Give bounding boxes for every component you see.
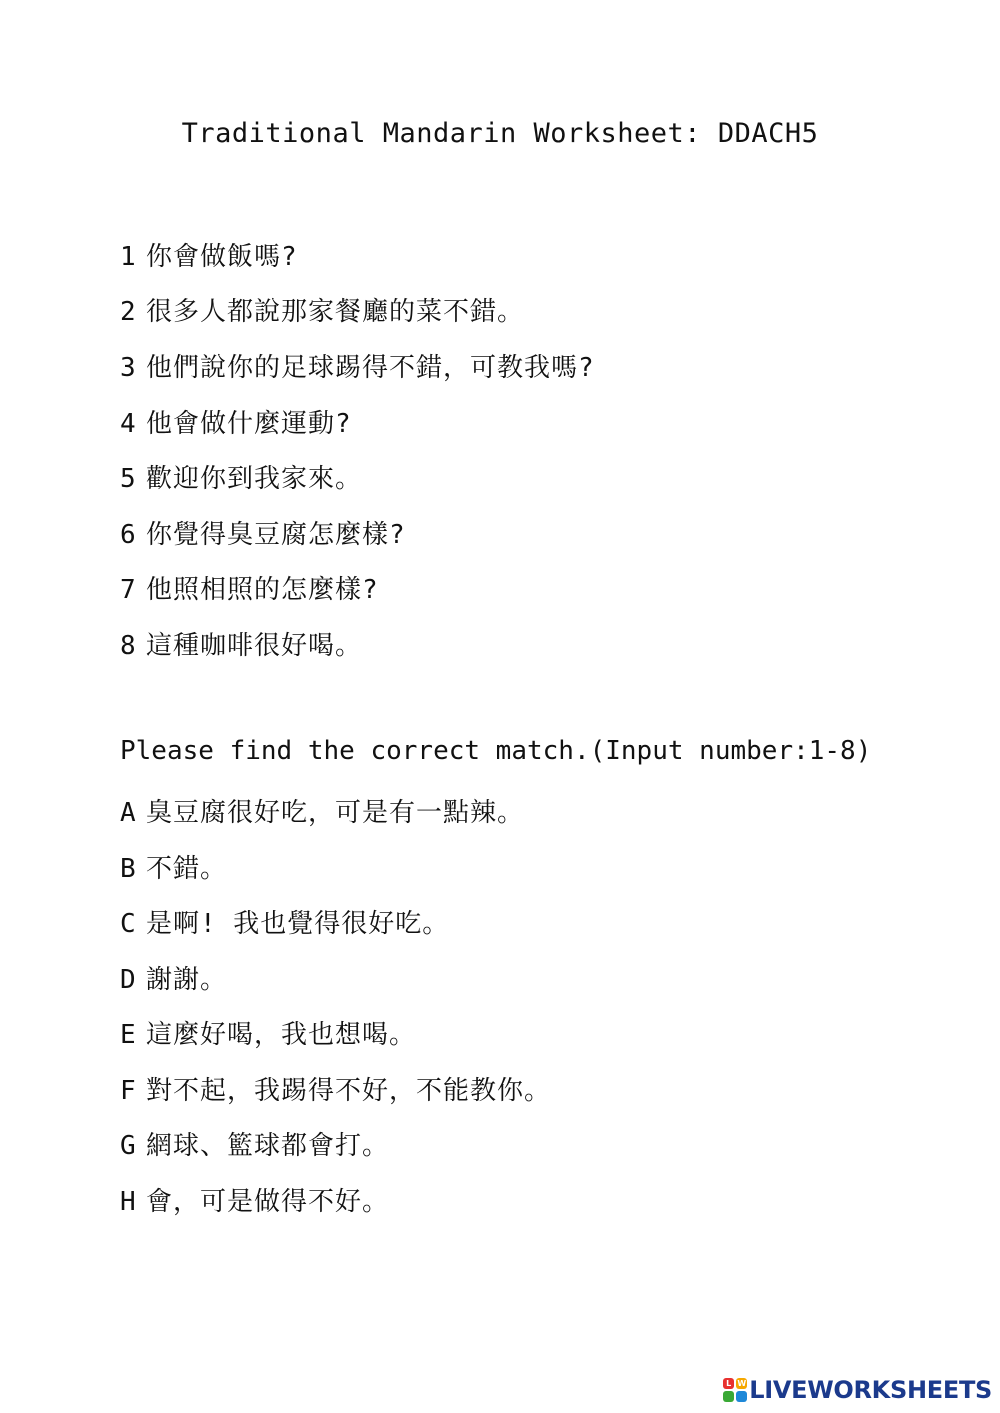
answer-letter: F [120, 1076, 137, 1106]
answer-item [120, 1014, 416, 1051]
answer-letter: G [120, 1131, 137, 1161]
liveworksheets-logo-icon [723, 1378, 747, 1402]
answer-text: 謝謝。 [146, 965, 228, 995]
logo-tile [723, 1391, 734, 1402]
answer-text: 會，可是做得不好。 [146, 1187, 390, 1217]
answer-letter: A [120, 798, 137, 828]
answer-item [120, 959, 227, 996]
question-item [120, 625, 362, 662]
answer-text: 網球、籃球都會打。 [146, 1131, 390, 1161]
question-number: 3 [120, 353, 137, 383]
answer-item [120, 903, 449, 940]
question-text: 他照相照的怎麼樣? [146, 575, 379, 605]
question-item [120, 458, 362, 495]
question-item [120, 569, 379, 606]
answer-item [120, 792, 524, 829]
question-number: 1 [120, 242, 137, 272]
answer-item [120, 1125, 389, 1162]
question-text: 歡迎你到我家來。 [146, 464, 363, 494]
question-item [120, 403, 352, 440]
logo-tile: L [723, 1378, 734, 1389]
question-item [120, 347, 595, 384]
question-item [120, 236, 298, 273]
answer-text: 臭豆腐很好吃，可是有一點辣。 [146, 798, 525, 828]
logo-tile: W [737, 1379, 747, 1388]
answer-item [120, 848, 227, 885]
question-text: 這種咖啡很好喝。 [146, 631, 363, 661]
answer-letter: H [120, 1187, 137, 1217]
answer-letter: D [120, 965, 137, 995]
question-text: 你會做飯嗎? [146, 242, 298, 272]
answer-text: 是啊! 我也覺得很好吃。 [146, 909, 450, 939]
answer-text: 這麼好喝，我也想喝。 [146, 1020, 417, 1050]
question-number: 2 [120, 297, 137, 327]
answer-text: 對不起，我踢得不好，不能教你。 [146, 1076, 552, 1106]
question-text: 你覺得臭豆腐怎麼樣? [146, 520, 406, 550]
question-number: 6 [120, 520, 137, 550]
question-number: 5 [120, 464, 137, 494]
brand-name: LIVEWORKSHEETS [749, 1376, 992, 1404]
answer-item [120, 1181, 389, 1218]
question-item [120, 514, 406, 551]
question-text: 很多人都說那家餐廳的菜不錯。 [146, 297, 525, 327]
answer-letter: E [120, 1020, 137, 1050]
answer-item [120, 1070, 551, 1107]
liveworksheets-brand[interactable] [723, 1373, 992, 1407]
question-text: 他們說你的足球踢得不錯，可教我嗎? [146, 353, 595, 383]
question-number: 8 [120, 631, 137, 661]
answer-text: 不錯。 [146, 854, 228, 884]
page-title: Traditional Mandarin Worksheet: DDACH5 [181, 118, 819, 149]
question-item [120, 291, 524, 328]
answer-letter: C [120, 909, 137, 939]
question-number: 7 [120, 575, 137, 605]
instruction-text: Please find the correct match.(Input number:1-8) [120, 736, 872, 766]
question-number: 4 [120, 409, 137, 439]
answer-letter: B [120, 854, 137, 884]
question-text: 他會做什麼運動? [146, 409, 352, 439]
logo-tile [736, 1391, 747, 1402]
